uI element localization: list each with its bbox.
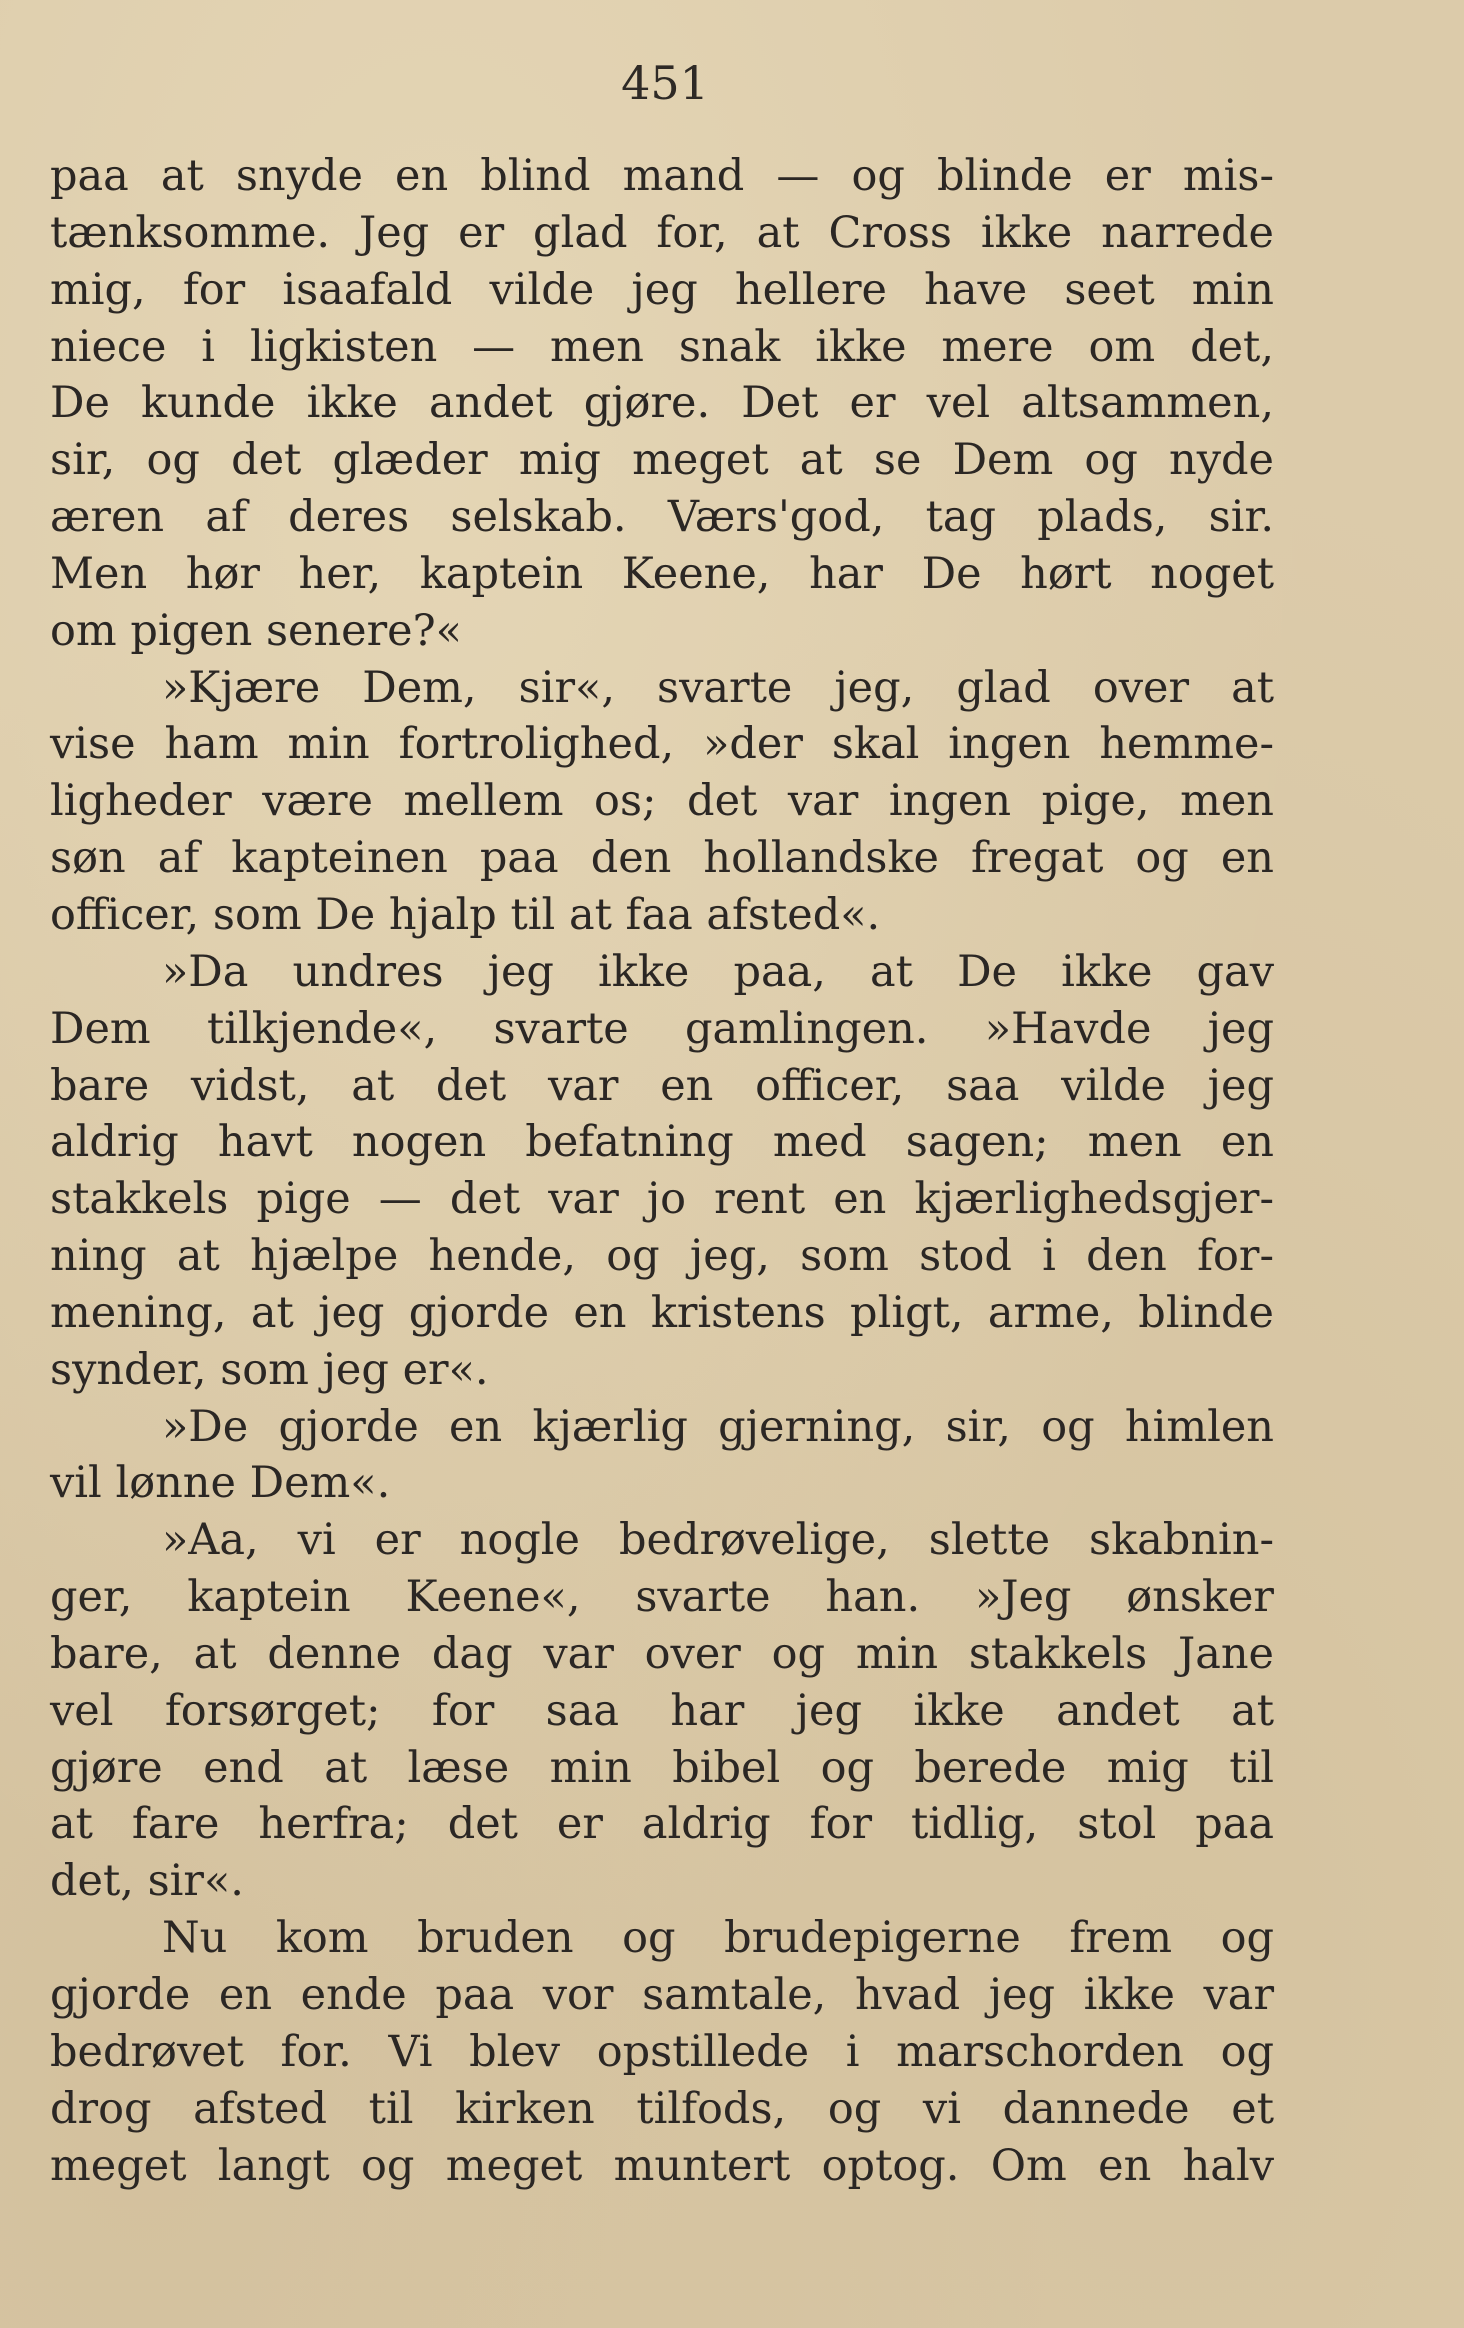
text-line: gjorde en ende paa vor samtale, hvad jeg ikke var: [50, 1970, 1274, 2020]
text-line: ligheder være mellem os; det var ingen pige, men: [50, 776, 1274, 827]
text-line: »Kjære Dem, sir«, svarte jeg, glad over at: [162, 662, 1274, 713]
text-line: niece i ligkisten — men snak ikke mere om det,: [50, 321, 1274, 372]
text-line: officer, som De hjalp til at faa afsted«.: [50, 889, 881, 940]
text-line: »Aa, vi er nogle bedrøvelige, slette skabnin-: [162, 1515, 1274, 1566]
text-line: vil lønne Dem«.: [50, 1458, 391, 1509]
text-line: at fare herfra; det er aldrig for tidlig, stol paa: [50, 1799, 1274, 1850]
text-line: ning at hjælpe hende, og jeg, som stod i den for-: [50, 1231, 1274, 1282]
text-line: vise ham min fortrolighed, »der skal ingen hemme-: [50, 719, 1274, 770]
text-line: bedrøvet for. Vi blev opstillede i marschorden og: [50, 2026, 1274, 2077]
body-text: [50, 148, 1274, 2194]
text-line: sir, og det glæder mig meget at se Dem og nyde: [50, 435, 1274, 486]
text-line: meget langt og meget muntert optog. Om en halv: [50, 2140, 1274, 2191]
page-number: 451: [621, 56, 709, 110]
text-line: synder, som jeg er«.: [50, 1344, 489, 1395]
text-line: stakkels pige — det var jo rent en kjærlighedsgjer-: [50, 1174, 1274, 1225]
text-line: mening, at jeg gjorde en kristens pligt, arme, blinde: [50, 1287, 1274, 1338]
text-line: mig, for isaafald vilde jeg hellere have seet min: [50, 264, 1274, 315]
text-line: bare vidst, at det var en officer, saa vilde jeg: [50, 1060, 1274, 1111]
text-line: Men hør her, kaptein Keene, har De hørt noget: [50, 548, 1274, 599]
text-line: bare, at denne dag var over og min stakkels Jane: [50, 1628, 1274, 1679]
text-line: Nu kom bruden og brudepigerne frem og: [162, 1913, 1274, 1964]
text-line: søn af kapteinen paa den hollandske fregat og en: [50, 833, 1274, 884]
text-line: vel forsørget; for saa har jeg ikke andet at: [50, 1685, 1274, 1736]
text-line: De kunde ikke andet gjøre. Det er vel altsammen,: [50, 378, 1274, 429]
text-line: om pigen senere?«: [50, 605, 462, 656]
text-line: det, sir«.: [50, 1856, 244, 1907]
text-line: drog afsted til kirken tilfods, og vi dannede et: [50, 2083, 1274, 2134]
text-line: aldrig havt nogen befatning med sagen; men en: [50, 1117, 1274, 1168]
text-line: paa at snyde en blind mand — og blinde er mis-: [50, 151, 1274, 201]
text-line: »Da undres jeg ikke paa, at De ikke gav: [162, 946, 1274, 997]
text-line: ger, kaptein Keene«, svarte han. »Jeg ønsker: [50, 1572, 1274, 1623]
text-line: æren af deres selskab. Værs'god, tag plads, sir.: [50, 492, 1274, 543]
text-line: tænksomme. Jeg er glad for, at Cross ikke narrede: [50, 207, 1274, 258]
text-line: Dem tilkjende«, svarte gamlingen. »Havde jeg: [50, 1003, 1274, 1054]
text-line: gjøre end at læse min bibel og berede mig til: [50, 1742, 1274, 1793]
text-line: »De gjorde en kjærlig gjerning, sir, og himlen: [162, 1401, 1274, 1452]
